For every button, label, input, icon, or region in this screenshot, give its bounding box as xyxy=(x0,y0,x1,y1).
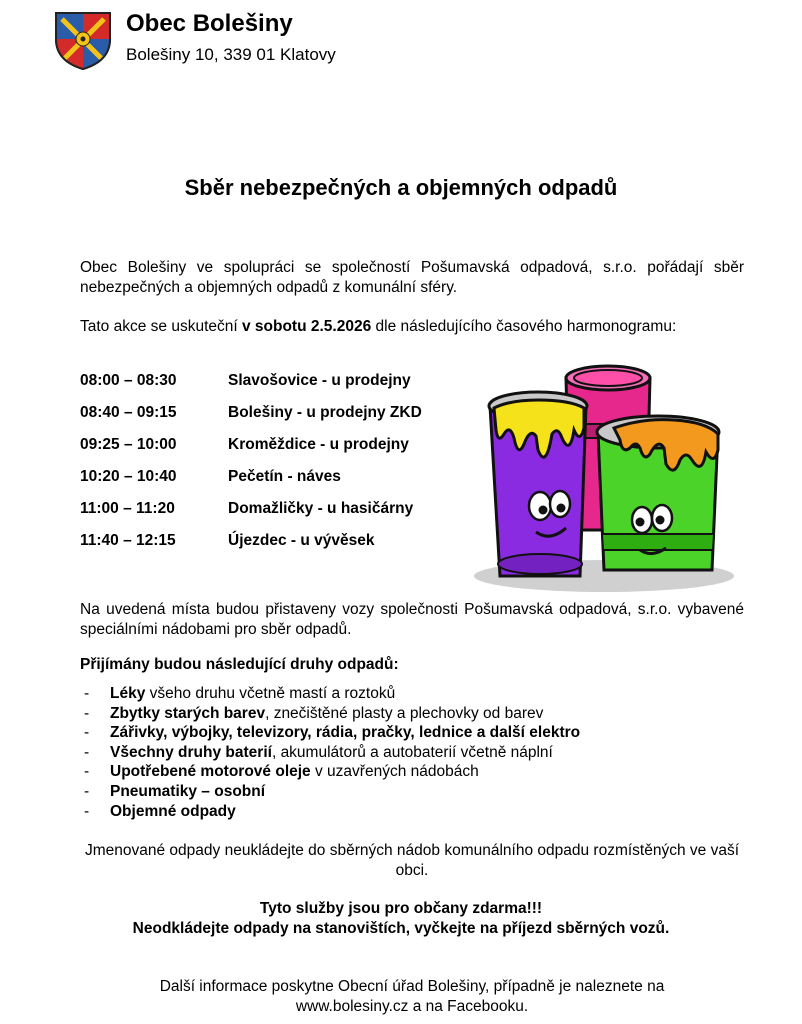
accepted-waste-heading: Přijímány budou následující druhy odpadů: xyxy=(80,656,399,673)
vehicles-paragraph: Na uvedená místa budou přistaveny vozy společnosti Pošumavská odpadová, s.r.o. vybavené speciálními nádobami pro sběr odpadů. xyxy=(80,601,744,638)
list-bullet: - xyxy=(84,802,90,820)
notice-paragraph: Jmenované odpady neukládejte do sběrných nádob komunálního odpadu rozmístěných ve vaší obci. xyxy=(84,842,739,879)
item-bold-text: Objemné odpady xyxy=(110,802,236,820)
list-bullet: - xyxy=(84,724,90,742)
list-bullet: - xyxy=(84,743,90,761)
schedule-place: Bolešiny - u prodejny ZKD xyxy=(228,404,422,421)
list-item xyxy=(80,743,744,763)
intro-paragraph: Obec Bolešiny ve spolupráci se společností Pošumavská odpadová, s.r.o. pořádají sběr nebezpečných a objemných odpadů z komunální sféry. xyxy=(80,259,744,296)
schedule-place: Domažličky - u hasičárny xyxy=(228,500,414,517)
list-bullet: - xyxy=(84,763,90,781)
date-line-after: dle následujícího časového harmonogramu: xyxy=(375,318,677,335)
list-bullet: - xyxy=(84,782,90,800)
schedule-time: 08:00 – 08:30 xyxy=(80,372,177,389)
schedule-time: 08:40 – 09:15 xyxy=(80,404,177,421)
schedule-place: Kroměždice - u prodejny xyxy=(228,436,409,453)
item-text: v uzavřených nádobách xyxy=(310,763,479,781)
schedule-time: 11:40 – 12:15 xyxy=(80,532,176,549)
date-line xyxy=(80,317,744,337)
item-bold-text: Pneumatiky – osobní xyxy=(110,782,266,800)
free-service-line: Tyto služby jsou pro občany zdarma!!! xyxy=(259,900,543,917)
list-item xyxy=(80,723,744,743)
schedule-place: Újezdec - u vývěsek xyxy=(228,532,375,549)
schedule-time: 09:25 – 10:00 xyxy=(80,436,177,453)
item-text: všeho druhu včetně mastí a roztoků xyxy=(145,685,396,702)
event-date: v sobotu 2.5.2026 xyxy=(241,318,372,335)
page-title: Sběr nebezpečných a objemných odpadů xyxy=(184,175,618,200)
list-item xyxy=(80,684,744,704)
item-text: , akumulátorů a autobaterií včetně náplní xyxy=(271,743,553,761)
schedule-time: 11:00 – 11:20 xyxy=(80,500,175,517)
accepted-waste-list xyxy=(80,684,744,821)
village-address: Bolešiny 10, 339 01 Klatovy xyxy=(126,45,336,64)
schedule-place: Slavošovice - u prodejny xyxy=(228,372,411,389)
item-text: , znečištěné plasty a plechovky od barev xyxy=(265,704,544,722)
list-item xyxy=(80,782,744,802)
village-coat-of-arms-icon xyxy=(52,9,114,71)
item-bold-text: Upotřebené motorové oleje xyxy=(110,763,311,781)
schedule-place: Pečetín - náves xyxy=(228,468,341,485)
item-bold-text: Léky xyxy=(110,685,146,702)
item-bold-text: Všechny druhy baterií xyxy=(110,743,272,761)
list-item xyxy=(80,802,744,822)
item-bold-text: Zářivky, výbojky, televizory, rádia, pračky, lednice a další elektro xyxy=(110,724,581,742)
village-name: Obec Bolešiny xyxy=(126,10,293,37)
footer-info: Další informace poskytne Obecní úřad Bolešiny, případně je naleznete na www.bolesiny.cz a na Facebooku. xyxy=(159,978,665,1015)
schedule-time: 10:20 – 10:40 xyxy=(80,468,177,485)
item-bold-text: Zbytky starých barev xyxy=(110,704,266,722)
date-line-before: Tato akce se uskuteční xyxy=(80,318,238,335)
paint-cans-illustration xyxy=(470,354,738,596)
list-item xyxy=(80,762,744,782)
warning-line: Neodkládejte odpady na stanovištích, vyčkejte na příjezd sběrných vozů. xyxy=(132,920,670,937)
list-bullet: - xyxy=(84,704,90,722)
list-bullet: - xyxy=(84,685,90,702)
list-item xyxy=(80,704,744,724)
